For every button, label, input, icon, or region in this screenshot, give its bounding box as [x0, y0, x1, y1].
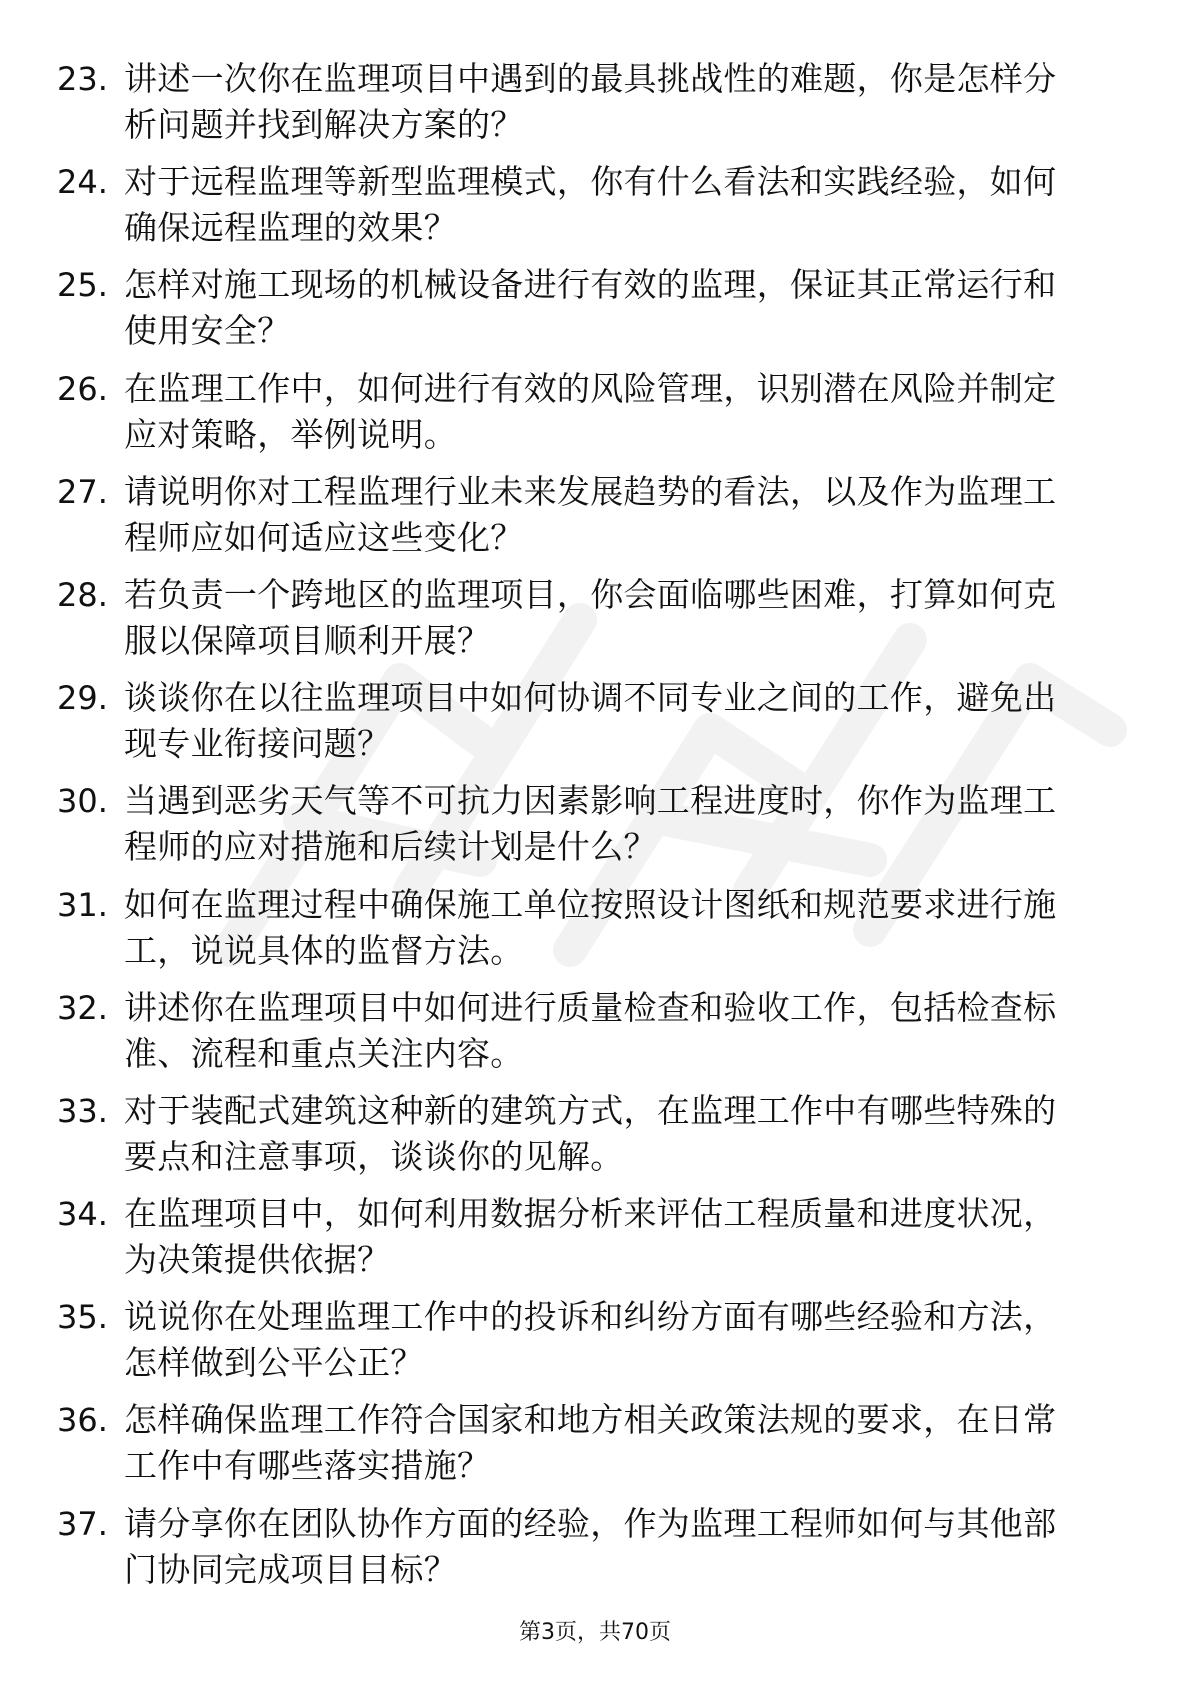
- question-number: 23.: [57, 60, 108, 98]
- question-line: 工作中有哪些落实措施？: [124, 1446, 491, 1486]
- question-line: 如何在监理过程中确保施工单位按照设计图纸和规范要求进行施: [124, 884, 1057, 924]
- question-item: [57, 1288, 1117, 1391]
- question-text: [124, 366, 1114, 458]
- question-number: 25.: [57, 266, 108, 305]
- question-item: [57, 1391, 1117, 1494]
- question-line: 对于远程监理等新型监理模式，你有什么看法和实践经验，如何: [124, 162, 1057, 202]
- question-line: 为决策提供依据？: [124, 1240, 391, 1280]
- question-number: 28.: [57, 575, 108, 614]
- question-list: [57, 50, 1117, 1598]
- question-line: 请说明你对工程监理行业未来发展趋势的看法，以及作为监理工: [124, 471, 1057, 511]
- question-item: [57, 1495, 1117, 1598]
- question-text: [124, 1294, 1114, 1386]
- question-text: [124, 1191, 1114, 1283]
- question-number: 34.: [57, 1195, 108, 1234]
- question-line: 若负责一个跨地区的监理项目，你会面临哪些困难，打算如何克: [124, 574, 1057, 614]
- question-line: 服以保障项目顺利开展？: [124, 620, 491, 660]
- question-line: 请分享你在团队协作方面的经验，作为监理工程师如何与其他部: [124, 1503, 1057, 1543]
- question-line: 使用安全？: [124, 311, 291, 351]
- question-item: [57, 1185, 1117, 1288]
- question-text: [124, 1501, 1114, 1593]
- question-number: 31.: [57, 885, 108, 924]
- question-number: 36.: [57, 1401, 108, 1440]
- question-item: [57, 1082, 1117, 1185]
- question-item: [57, 256, 1117, 359]
- question-line: 应对策略，举例说明。: [124, 414, 457, 454]
- question-line: 要点和注意事项，谈谈你的见解。: [124, 1136, 624, 1176]
- question-text: [124, 1088, 1114, 1180]
- question-line: 说说你在处理监理工作中的投诉和纠纷方面有哪些经验和方法，: [124, 1297, 1057, 1337]
- question-number: 35.: [57, 1298, 108, 1337]
- question-item: [57, 50, 1117, 153]
- question-text: [124, 159, 1114, 251]
- question-line: 对于装配式建筑这种新的建筑方式，在监理工作中有哪些特殊的: [124, 1090, 1057, 1130]
- question-number: 37.: [57, 1504, 108, 1543]
- question-item: [57, 669, 1117, 772]
- question-text: [124, 469, 1114, 561]
- question-text: [124, 262, 1114, 354]
- question-item: [57, 153, 1117, 256]
- question-line: 在监理工作中，如何进行有效的风险管理，识别潜在风险并制定: [124, 368, 1057, 408]
- question-number: 32.: [57, 988, 108, 1027]
- question-text: [124, 675, 1114, 767]
- question-line: 讲述一次你在监理项目中遇到的最具挑战性的难题，你是怎样分: [124, 59, 1057, 98]
- question-line: 当遇到恶劣天气等不可抗力因素影响工程进度时，你作为监理工: [124, 781, 1057, 821]
- question-line: 确保远程监理的效果？: [124, 208, 457, 248]
- question-text: [124, 1397, 1114, 1489]
- question-line: 现专业衔接问题？: [124, 724, 391, 764]
- question-number: 27.: [57, 472, 108, 511]
- page-footer: 第3页，共70页: [519, 1620, 671, 1645]
- question-text: [124, 778, 1114, 870]
- question-text: [124, 56, 1114, 148]
- question-line: 准、流程和重点关注内容。: [124, 1033, 524, 1073]
- question-item: [57, 772, 1117, 875]
- question-number: 33.: [57, 1091, 108, 1130]
- question-item: [57, 566, 1117, 669]
- question-line: 门协同完成项目目标？: [124, 1549, 457, 1589]
- question-line: 工，说说具体的监督方法。: [124, 930, 524, 970]
- question-number: 26.: [57, 369, 108, 408]
- question-text: [124, 572, 1114, 664]
- question-line: 析问题并找到解决方案的？: [124, 105, 524, 144]
- question-line: 谈谈你在以往监理项目中如何协调不同专业之间的工作，避免出: [124, 678, 1057, 718]
- question-item: [57, 360, 1117, 463]
- question-item: [57, 979, 1117, 1082]
- question-line: 怎样对施工现场的机械设备进行有效的监理，保证其正常运行和: [124, 265, 1057, 305]
- question-number: 24.: [57, 163, 108, 202]
- question-text: [124, 985, 1114, 1077]
- question-line: 在监理项目中，如何利用数据分析来评估工程质量和进度状况，: [124, 1194, 1057, 1234]
- question-text: [124, 882, 1114, 974]
- question-line: 怎样确保监理工作符合国家和地方相关政策法规的要求，在日常: [124, 1400, 1057, 1440]
- question-number: 30.: [57, 782, 108, 821]
- question-line: 程师的应对措施和后续计划是什么？: [124, 827, 657, 867]
- question-item: [57, 876, 1117, 979]
- question-line: 程师应如何适应这些变化？: [124, 517, 524, 557]
- question-number: 29.: [57, 679, 108, 718]
- question-line: 怎样做到公平公正？: [124, 1343, 424, 1383]
- question-line: 讲述你在监理项目中如何进行质量检查和验收工作，包括检查标: [124, 987, 1057, 1027]
- question-item: [57, 463, 1117, 566]
